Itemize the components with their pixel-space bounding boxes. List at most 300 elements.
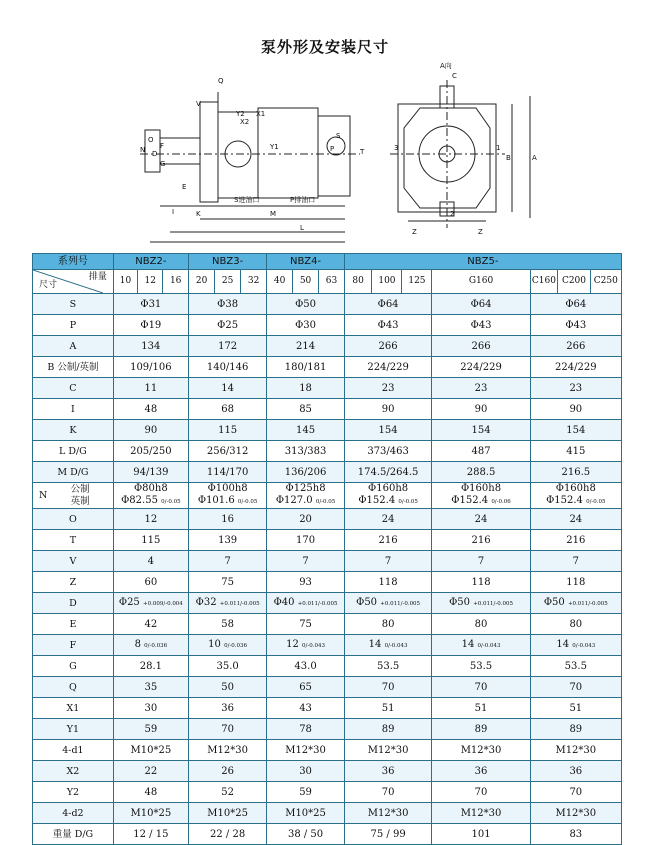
value-text: 24 xyxy=(381,513,395,525)
value-cell xyxy=(530,719,621,740)
value-text: Φ160h8 xyxy=(368,483,409,494)
series-nbz5: NBZ5- xyxy=(344,254,621,270)
row-label: F xyxy=(33,635,114,656)
value-text: 154 xyxy=(471,424,491,436)
row-label: Z xyxy=(33,572,114,593)
value-text: Φ25 xyxy=(217,319,239,331)
table-row xyxy=(33,462,622,483)
value-text: Φ160h8 xyxy=(460,483,502,494)
value-text: 266 xyxy=(471,340,491,352)
dimension-letter: Q xyxy=(218,77,224,85)
value-text: 89 xyxy=(569,723,583,735)
value-cell xyxy=(113,572,188,593)
disp-cell: C200 xyxy=(558,270,590,294)
value-text: 16 xyxy=(221,513,234,525)
dimension-letter: F xyxy=(160,142,165,150)
value-cell xyxy=(530,551,621,572)
corner-bottom-label: 尺寸 xyxy=(39,280,58,290)
dimension-letter: 2 xyxy=(450,210,455,218)
row-label: 4-d1 xyxy=(33,740,114,761)
disp-cell: 16 xyxy=(163,270,188,294)
value-cell xyxy=(267,551,344,572)
value-text: 53.5 xyxy=(376,660,400,672)
value-cell xyxy=(530,441,621,462)
tolerance-text: 0/-0.05 xyxy=(315,499,336,505)
value-text: 22 / 28 xyxy=(210,828,246,840)
value-cell xyxy=(267,614,344,635)
tolerance-text: 0/-0.05 xyxy=(237,499,258,505)
value-text: 18 xyxy=(299,382,312,394)
value-cell xyxy=(530,315,621,336)
value-cell xyxy=(113,483,188,509)
value-cell xyxy=(432,420,530,441)
value-text: 30 xyxy=(144,702,158,714)
row-label: L D/G xyxy=(33,441,114,462)
value-text: 85 xyxy=(299,403,312,415)
disp-cell: 100 xyxy=(372,270,402,294)
value-text: 70 xyxy=(221,723,234,735)
row-label: P xyxy=(33,315,114,336)
value-text: 7 xyxy=(477,555,485,567)
value-cell xyxy=(267,656,344,677)
dimension-letter: M xyxy=(270,210,277,218)
table-row xyxy=(33,294,622,315)
table-row xyxy=(33,572,622,593)
value-cell xyxy=(113,698,188,719)
table-row xyxy=(33,719,622,740)
disp-cell: G160 xyxy=(432,270,530,294)
value-text: M12*30 xyxy=(460,744,502,756)
tolerance-text: 0/-0.043 xyxy=(302,642,325,649)
table-row xyxy=(33,336,622,357)
value-text: 224/229 xyxy=(555,361,597,373)
value-cell xyxy=(188,420,267,441)
value-cell xyxy=(530,572,621,593)
value-text: 90 xyxy=(569,403,583,415)
value-text: 35.0 xyxy=(216,660,239,672)
table-row xyxy=(33,740,622,761)
value-text: 101 xyxy=(471,828,491,840)
table-row xyxy=(33,441,622,462)
value-text: M12*30 xyxy=(367,807,409,819)
value-cell xyxy=(344,719,432,740)
value-text: 266 xyxy=(566,340,586,352)
value-text: 50 xyxy=(221,681,234,693)
value-cell xyxy=(113,740,188,761)
value-text: 7 xyxy=(302,555,309,567)
corner-cell xyxy=(33,270,114,294)
value-text: 78 xyxy=(299,723,312,735)
value-text: Φ43 xyxy=(377,319,399,331)
value-cell xyxy=(188,357,267,378)
value-cell xyxy=(432,824,530,845)
value-cell xyxy=(113,336,188,357)
value-cell xyxy=(267,315,344,336)
dimension-letter: L xyxy=(300,224,304,232)
value-text: 24 xyxy=(569,513,583,525)
value-cell xyxy=(188,483,267,509)
value-cell xyxy=(188,677,267,698)
value-text: 36 xyxy=(569,765,583,777)
value-text: 70 xyxy=(569,681,583,693)
value-cell xyxy=(267,483,344,509)
value-cell xyxy=(188,399,267,420)
value-cell xyxy=(113,420,188,441)
dimension-letter: S xyxy=(336,132,341,140)
value-cell xyxy=(530,635,621,656)
series-nbz4: NBZ4- xyxy=(267,254,344,270)
value-text: M10*25 xyxy=(130,807,172,819)
table-row xyxy=(33,824,622,845)
value-cell xyxy=(188,336,267,357)
tolerance-text: 0/-0.05 xyxy=(161,499,181,505)
value-cell xyxy=(432,378,530,399)
value-cell xyxy=(188,824,267,845)
series-label-cell: 系列号 xyxy=(33,254,114,270)
row-label: T xyxy=(33,530,114,551)
value-text: 14 xyxy=(556,638,570,650)
table-row xyxy=(33,551,622,572)
value-cell xyxy=(188,294,267,315)
value-text: 38 / 50 xyxy=(287,828,324,840)
value-cell xyxy=(113,530,188,551)
value-text: M12*30 xyxy=(555,744,597,756)
value-cell xyxy=(432,635,530,656)
value-cell xyxy=(267,294,344,315)
tolerance-text: +0.011/-0.005 xyxy=(219,600,260,607)
dimension-letter: Z xyxy=(412,228,417,236)
imperial-value: Φ152.4 xyxy=(358,495,396,506)
s-port-label: S进油口 xyxy=(234,196,260,204)
value-cell xyxy=(267,698,344,719)
value-cell xyxy=(188,572,267,593)
tolerance-text: +0.011/-0.005 xyxy=(380,600,421,607)
value-cell xyxy=(432,719,530,740)
value-cell xyxy=(530,824,621,845)
spec-table xyxy=(32,253,622,845)
value-text: 48 xyxy=(144,786,158,798)
dimension-letter: I xyxy=(172,208,175,216)
dimension-letter: Y1 xyxy=(270,143,279,151)
value-cell xyxy=(188,740,267,761)
table-row xyxy=(33,399,622,420)
dimension-letter: G xyxy=(160,160,166,168)
dimension-letter: E xyxy=(182,183,187,191)
value-cell xyxy=(188,551,267,572)
page-title: 泵外形及安装尺寸 xyxy=(260,38,389,56)
value-cell xyxy=(188,635,267,656)
tolerance-text: +0.011/-0.005 xyxy=(567,600,608,607)
value-cell xyxy=(432,698,530,719)
value-text: Φ64 xyxy=(377,298,399,310)
tolerance-text: +0.011/-0.005 xyxy=(473,600,513,607)
value-cell xyxy=(267,803,344,824)
row-label: Q xyxy=(33,677,114,698)
value-text: 115 xyxy=(141,534,161,546)
value-text: Φ50 xyxy=(295,298,317,310)
value-cell xyxy=(113,378,188,399)
value-text-imperial xyxy=(432,495,529,508)
value-text: 14 xyxy=(221,382,234,394)
value-text: 36 xyxy=(221,702,234,714)
value-cell xyxy=(432,399,530,420)
row-label: X2 xyxy=(33,761,114,782)
series-nbz2: NBZ2- xyxy=(113,254,188,270)
value-text: 12 xyxy=(286,638,299,650)
value-text: Φ64 xyxy=(470,298,492,310)
dimension-letter: D xyxy=(152,150,158,158)
tolerance-text: 0/-0.06 xyxy=(491,499,511,505)
value-text: 90 xyxy=(144,424,158,436)
value-cell xyxy=(432,462,530,483)
value-text: 174.5/264.5 xyxy=(357,466,419,478)
dimension-letter: 3 xyxy=(394,144,399,152)
value-cell xyxy=(188,614,267,635)
value-cell xyxy=(344,315,432,336)
value-text: 23 xyxy=(569,382,583,394)
value-cell xyxy=(530,782,621,803)
disp-cell: C250 xyxy=(590,270,621,294)
imperial-value: Φ82.55 xyxy=(121,495,158,506)
value-text: Φ100h8 xyxy=(207,483,248,494)
table-row xyxy=(33,483,622,509)
dimension-letter: B xyxy=(506,154,511,162)
series-nbz3: NBZ3- xyxy=(188,254,267,270)
tolerance-text: +0.009/-0.004 xyxy=(143,600,183,607)
imperial-value: Φ152.4 xyxy=(451,495,489,506)
value-cell xyxy=(344,420,432,441)
value-text: Φ38 xyxy=(217,298,239,310)
row-label: Y1 xyxy=(33,719,114,740)
value-cell xyxy=(188,462,267,483)
value-cell xyxy=(344,462,432,483)
value-text: M12*30 xyxy=(460,807,502,819)
value-text: Φ64 xyxy=(565,298,587,310)
value-text: 94/139 xyxy=(133,466,169,478)
value-text: 256/312 xyxy=(206,445,249,457)
value-text: 12 xyxy=(144,513,158,525)
value-text: 70 xyxy=(381,681,395,693)
value-text: 10 xyxy=(208,638,221,650)
value-text: M12*30 xyxy=(207,744,248,756)
disp-cell: 125 xyxy=(402,270,432,294)
dimension-letter: X1 xyxy=(256,110,266,118)
value-text: 83 xyxy=(569,828,583,840)
value-text: 136/206 xyxy=(284,466,327,478)
value-cell xyxy=(267,336,344,357)
value-cell xyxy=(344,824,432,845)
value-cell xyxy=(344,483,432,509)
table-row xyxy=(33,509,622,530)
value-text: Φ43 xyxy=(565,319,587,331)
value-cell xyxy=(530,357,621,378)
value-text: 12 / 15 xyxy=(133,828,169,840)
value-text: M12*30 xyxy=(367,744,409,756)
disp-cell: 10 xyxy=(113,270,137,294)
value-text: 36 xyxy=(474,765,488,777)
value-cell xyxy=(344,572,432,593)
value-cell xyxy=(344,378,432,399)
row-label: 重量 D/G xyxy=(33,824,114,845)
value-cell xyxy=(113,315,188,336)
value-text: 216 xyxy=(378,534,398,546)
table-row xyxy=(33,593,622,614)
value-text: Φ160h8 xyxy=(555,483,596,494)
value-cell xyxy=(432,572,530,593)
tolerance-text: 0/-0.036 xyxy=(224,642,248,649)
disp-cell: 63 xyxy=(319,270,344,294)
value-text: Φ50 xyxy=(356,596,378,608)
imperial-value: Φ101.6 xyxy=(197,495,235,506)
value-cell xyxy=(113,656,188,677)
row-label: G xyxy=(33,656,114,677)
value-cell xyxy=(344,635,432,656)
value-cell xyxy=(267,530,344,551)
value-cell xyxy=(267,357,344,378)
value-cell xyxy=(530,399,621,420)
value-text: 224/229 xyxy=(367,361,409,373)
value-text-imperial xyxy=(345,495,432,508)
table-row xyxy=(33,315,622,336)
value-cell xyxy=(530,614,621,635)
value-cell xyxy=(432,336,530,357)
value-cell xyxy=(344,530,432,551)
value-cell xyxy=(432,782,530,803)
value-cell xyxy=(113,761,188,782)
value-cell xyxy=(188,698,267,719)
value-cell xyxy=(530,294,621,315)
value-text: Φ32 xyxy=(195,596,217,608)
table-row xyxy=(33,420,622,441)
disp-cell: 32 xyxy=(240,270,267,294)
value-cell xyxy=(344,656,432,677)
value-cell xyxy=(432,656,530,677)
value-text: Φ125h8 xyxy=(285,483,326,494)
value-cell xyxy=(432,803,530,824)
row-label: C xyxy=(33,378,114,399)
row-label: E xyxy=(33,614,114,635)
value-text: 109/106 xyxy=(130,361,172,373)
value-text: 118 xyxy=(566,576,586,588)
value-text: M12*30 xyxy=(285,744,326,756)
value-text: 216 xyxy=(566,534,586,546)
value-text: 51 xyxy=(474,702,488,714)
value-text: 24 xyxy=(474,513,488,525)
value-text: 216 xyxy=(471,534,491,546)
value-cell xyxy=(530,509,621,530)
value-text: 20 xyxy=(299,513,312,525)
value-text: Φ80h8 xyxy=(133,483,168,494)
value-cell xyxy=(188,761,267,782)
value-text: 35 xyxy=(144,681,158,693)
value-cell xyxy=(113,294,188,315)
value-cell xyxy=(113,719,188,740)
dimension-letter: O xyxy=(148,136,154,144)
table-row xyxy=(33,698,622,719)
value-text: 487 xyxy=(471,445,491,457)
value-cell xyxy=(530,462,621,483)
dimension-letter: Y2 xyxy=(236,110,245,118)
value-cell xyxy=(113,635,188,656)
value-cell xyxy=(432,740,530,761)
value-cell xyxy=(344,399,432,420)
value-cell xyxy=(432,551,530,572)
value-text: 26 xyxy=(221,765,234,777)
value-cell xyxy=(344,803,432,824)
value-text: 180/181 xyxy=(284,361,327,373)
value-text: Φ40 xyxy=(273,596,295,608)
row-label: I xyxy=(33,399,114,420)
value-cell xyxy=(188,315,267,336)
value-cell xyxy=(113,462,188,483)
imperial-value: Φ127.0 xyxy=(275,495,313,506)
value-text: Φ19 xyxy=(140,319,162,331)
value-cell xyxy=(188,593,267,614)
value-cell xyxy=(344,551,432,572)
corner-top-label: 排量 xyxy=(88,272,107,282)
value-text: M10*25 xyxy=(285,807,326,819)
table-row xyxy=(33,357,622,378)
value-text: 70 xyxy=(474,786,488,798)
table-row xyxy=(33,803,622,824)
a-direction-label: A向 xyxy=(440,62,452,70)
tolerance-text: 0/-0.043 xyxy=(572,642,596,649)
series-header-row xyxy=(33,254,622,270)
value-cell xyxy=(188,803,267,824)
value-cell xyxy=(113,803,188,824)
value-text: 28.1 xyxy=(139,660,162,672)
value-text: 7 xyxy=(384,555,392,567)
value-cell xyxy=(530,677,621,698)
value-text: 11 xyxy=(144,382,158,394)
value-text: 70 xyxy=(381,786,395,798)
value-text: 70 xyxy=(474,681,488,693)
value-cell xyxy=(267,740,344,761)
value-text-imperial xyxy=(267,495,343,508)
value-cell xyxy=(113,399,188,420)
value-text: Φ43 xyxy=(470,319,492,331)
value-text: 51 xyxy=(381,702,395,714)
value-text: 118 xyxy=(471,576,491,588)
value-cell xyxy=(432,441,530,462)
value-text: 59 xyxy=(299,786,312,798)
disp-cell: 50 xyxy=(292,270,319,294)
value-text: 154 xyxy=(378,424,398,436)
value-cell xyxy=(530,656,621,677)
value-text: M10*25 xyxy=(207,807,248,819)
value-text: 7 xyxy=(572,555,579,567)
disp-cell: 25 xyxy=(215,270,240,294)
value-text: 43.0 xyxy=(294,660,317,672)
value-text: Φ50 xyxy=(449,596,470,608)
value-text: M12*30 xyxy=(555,807,597,819)
value-cell xyxy=(344,761,432,782)
value-cell xyxy=(113,614,188,635)
value-text-imperial xyxy=(531,495,621,508)
value-text: 118 xyxy=(378,576,398,588)
value-text: 30 xyxy=(299,765,312,777)
value-text: 60 xyxy=(144,576,158,588)
value-cell xyxy=(267,572,344,593)
value-cell xyxy=(344,782,432,803)
row-label: Y2 xyxy=(33,782,114,803)
value-text: 36 xyxy=(381,765,395,777)
value-cell xyxy=(113,509,188,530)
disp-cell: 80 xyxy=(344,270,372,294)
value-text: 70 xyxy=(569,786,583,798)
value-text: Φ31 xyxy=(140,298,162,310)
row-label: O xyxy=(33,509,114,530)
